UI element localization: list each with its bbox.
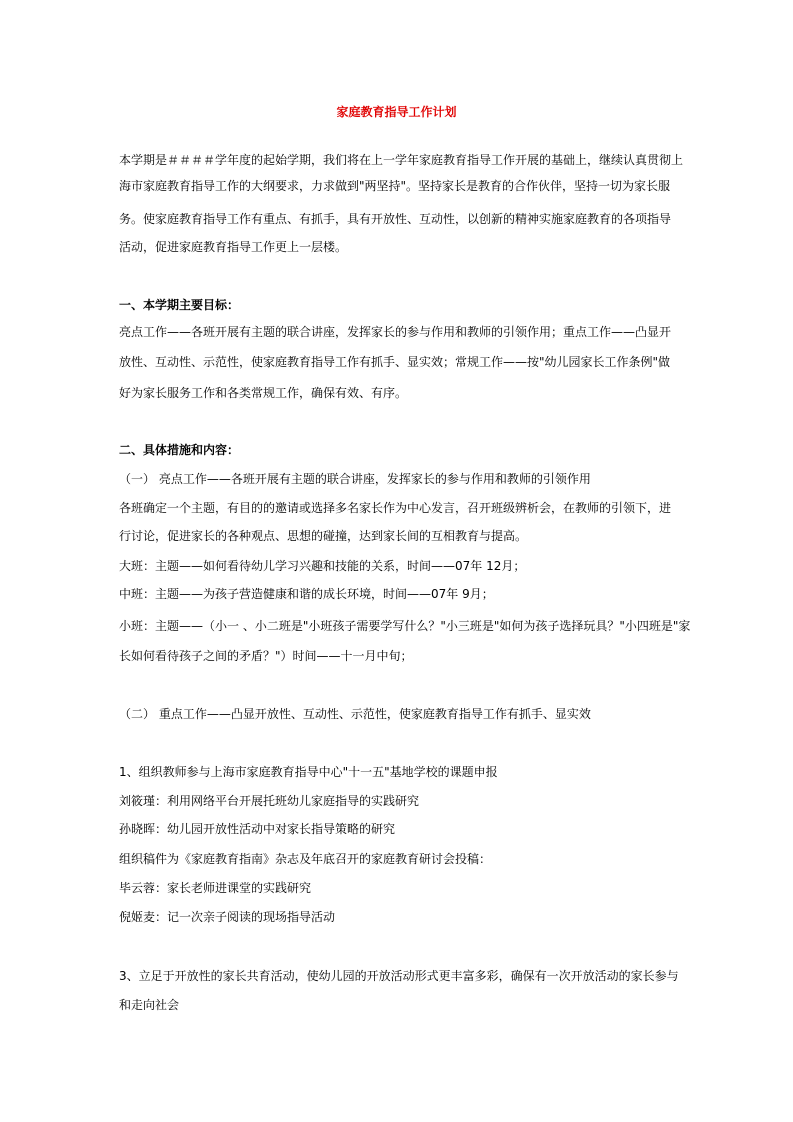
measures-line-2: 行讨论，促进家长的各种观点、思想的碰撞，达到家长间的互相教育与提高。 bbox=[119, 529, 528, 543]
item-3-line-1: 3、立足于开放性的家长共育活动，使幼儿园的开放活动形式更丰富多彩，确保有一次开放活动的家长参与 bbox=[119, 969, 679, 983]
measures-line-1: 各班确定一个主题，有目的的邀请或选择多名家长作为中心发言，召开班级辨析会，在教师的引领下，进 bbox=[119, 501, 672, 515]
goals-line-1: 亮点工作——各班开展有主题的联合讲座，发挥家长的参与作用和教师的引领作用；重点工作——凸显开 bbox=[119, 325, 672, 339]
item-1-line: 1、组织教师参与上海市家庭教育指导中心"十一五"基地学校的课题申报 bbox=[119, 765, 498, 779]
submission-line: 组织稿件为《家庭教育指南》杂志及年底召开的家庭教育研讨会投稿： bbox=[119, 852, 492, 866]
middle-class-line: 中班：主题——为孩子营造健康和谐的成长环境，时间——07年 9月； bbox=[119, 587, 494, 601]
research-line-2: 孙晓晖：幼儿园开放性活动中对家长指导策略的研究 bbox=[119, 822, 396, 836]
section-heading-measures: 二、具体措施和内容： bbox=[119, 443, 240, 457]
goals-line-2: 放性、互动性、示范性，使家庭教育指导工作有抓手、显实效；常规工作——按"幼儿园家长工作条例"做 bbox=[119, 355, 671, 369]
research-line-1: 刘筱瑾：利用网络平台开展托班幼儿家庭指导的实践研究 bbox=[119, 794, 420, 808]
document-title: 家庭教育指导工作计划 bbox=[336, 105, 457, 119]
section-heading-goals: 一、本学期主要目标： bbox=[119, 298, 240, 312]
subsection-heading-1: （一） 亮点工作——各班开展有主题的联合讲座，发挥家长的参与作用和教师的引领作用 bbox=[119, 472, 591, 486]
paper-line-1: 毕云蓉：家长老师进课堂的实践研究 bbox=[119, 881, 312, 895]
big-class-line: 大班：主题——如何看待幼儿学习兴趣和技能的关系，时间——07年 12月； bbox=[119, 559, 526, 573]
subsection-heading-2: （二） 重点工作——凸显开放性、互动性、示范性，使家庭教育指导工作有抓手、显实效 bbox=[119, 707, 591, 721]
goals-line-3: 好为家长服务工作和各类常规工作，确保有效、有序。 bbox=[119, 386, 408, 400]
small-class-line-2: 长如何看待孩子之间的矛盾？"）时间——十一月中旬； bbox=[119, 649, 413, 663]
intro-line-4: 活动，促进家庭教育指导工作更上一层楼。 bbox=[119, 240, 348, 254]
intro-line-2: 海市家庭教育指导工作的大纲要求，力求做到"两坚持"。坚持家长是教育的合作伙伴，坚持一切为家长服 bbox=[119, 179, 671, 193]
intro-line-3: 务。使家庭教育指导工作有重点、有抓手，具有开放性、互动性，以创新的精神实施家庭教育的各项指导 bbox=[119, 212, 672, 226]
item-3-line-2: 和走向社会 bbox=[119, 998, 180, 1012]
intro-line-1: 本学期是＃＃＃＃学年度的起始学期，我们将在上一学年家庭教育指导工作开展的基础上，继续认真贯彻上 bbox=[119, 153, 684, 167]
small-class-line-1: 小班：主题——（小一 、小二班是"小班孩子需要学写什么？"小三班是"如何为孩子选择玩具？"小四班是"家 bbox=[119, 619, 691, 633]
paper-line-2: 倪姬麦：记一次亲子阅读的现场指导活动 bbox=[119, 910, 336, 924]
